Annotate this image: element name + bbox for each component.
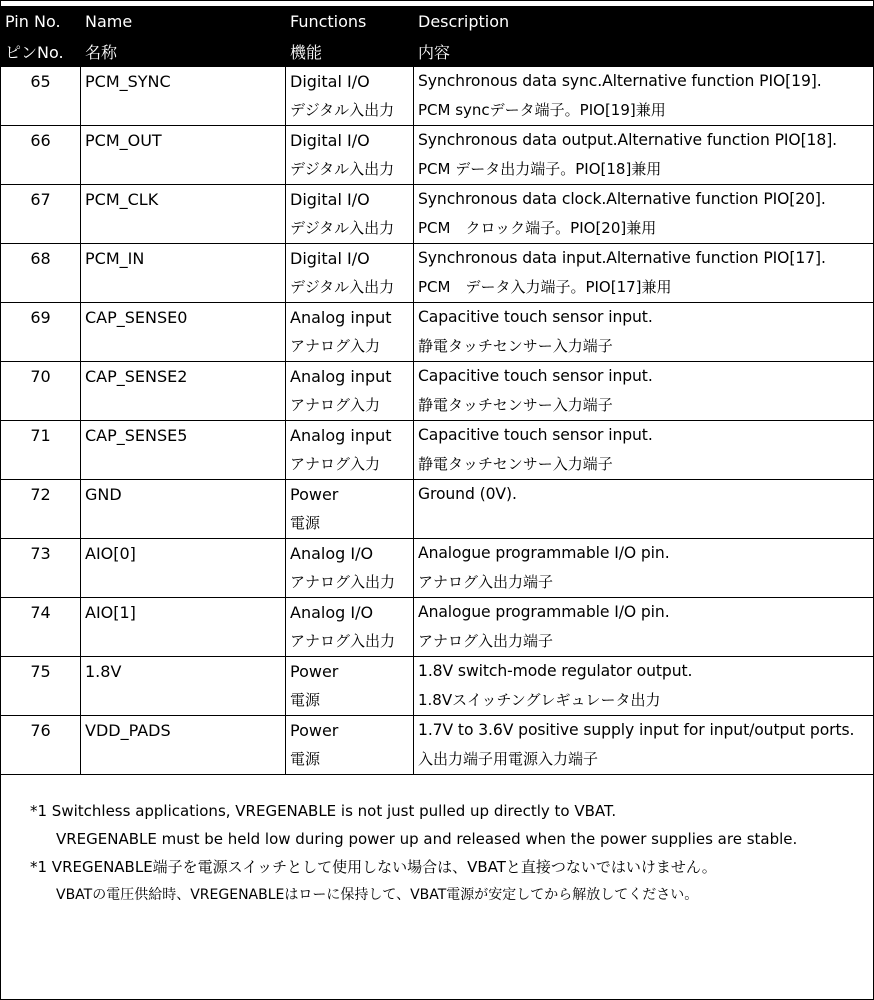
description-cell	[414, 303, 874, 362]
pin-number: 66	[1, 126, 81, 185]
footnotes	[30, 797, 860, 909]
function-jp: 電源	[290, 691, 321, 709]
pin-name-cell	[81, 716, 286, 775]
description-cell	[414, 244, 874, 303]
function-en: Analog input	[290, 426, 392, 445]
function-jp: アナログ入力	[290, 455, 381, 473]
note-jp-line2: VBATの電圧供給時、VREGENABLEはローに保持して、VBAT電源が安定してから解放してください。	[56, 887, 699, 903]
table-row	[1, 185, 874, 244]
description-en: Capacitive touch sensor input.	[418, 367, 653, 385]
note-en-line1: *1 Switchless applications, VREGENABLE is not just pulled up directly to VBAT.	[30, 802, 617, 820]
pin-number: 70	[1, 362, 81, 421]
function-cell	[286, 598, 414, 657]
pin-name-cell	[81, 539, 286, 598]
table-row	[1, 716, 874, 775]
description-jp: PCM クロック端子。PIO[20]兼用	[418, 219, 657, 237]
function-jp: 電源	[290, 514, 321, 532]
pin-table	[0, 6, 874, 775]
header-description-jp: 内容	[414, 37, 874, 67]
function-cell	[286, 421, 414, 480]
pin-name: AIO[1]	[85, 603, 136, 622]
pin-name: VDD_PADS	[85, 721, 171, 740]
note-jp-line1: *1 VREGENABLE端子を電源スイッチとして使用しない場合は、VBATと直接つないではいけません。	[30, 858, 717, 876]
table-row	[1, 244, 874, 303]
description-jp: PCM データ出力端子。PIO[18]兼用	[418, 160, 662, 178]
description-cell	[414, 657, 874, 716]
function-jp: アナログ入力	[290, 396, 381, 414]
function-en: Digital I/O	[290, 131, 370, 150]
table-row	[1, 362, 874, 421]
function-en: Analog input	[290, 308, 392, 327]
description-en: Capacitive touch sensor input.	[418, 426, 653, 444]
pin-name-cell	[81, 303, 286, 362]
pin-name-cell	[81, 421, 286, 480]
description-jp: アナログ入出力端子	[418, 632, 554, 650]
pin-number: 71	[1, 421, 81, 480]
pin-name: AIO[0]	[85, 544, 136, 563]
function-jp: アナログ入出力	[290, 573, 396, 591]
description-cell	[414, 421, 874, 480]
description-cell	[414, 362, 874, 421]
pin-name-cell	[81, 244, 286, 303]
description-en: Analogue programmable I/O pin.	[418, 603, 670, 621]
function-jp: デジタル入出力	[290, 160, 395, 178]
pin-number: 65	[1, 67, 81, 126]
pin-name: 1.8V	[85, 662, 122, 681]
description-en: 1.7V to 3.6V positive supply input for input/output ports.	[418, 721, 855, 739]
description-cell	[414, 598, 874, 657]
header-description: Description	[414, 7, 874, 37]
function-cell	[286, 185, 414, 244]
table-row	[1, 126, 874, 185]
function-en: Analog input	[290, 367, 392, 386]
function-en: Analog I/O	[290, 544, 374, 563]
pin-name-cell	[81, 598, 286, 657]
header-name-jp: 名称	[81, 37, 286, 67]
pin-name-cell	[81, 185, 286, 244]
description-jp: 静電タッチセンサー入力端子	[418, 396, 613, 414]
description-cell	[414, 480, 874, 539]
header-functions-jp: 機能	[286, 37, 414, 67]
description-jp: 静電タッチセンサー入力端子	[418, 455, 613, 473]
pin-number: 72	[1, 480, 81, 539]
description-en: 1.8V switch-mode regulator output.	[418, 662, 693, 680]
description-jp: 1.8Vスイッチングレギュレータ出力	[418, 691, 661, 709]
function-en: Power	[290, 662, 339, 681]
description-en: Synchronous data sync.Alternative function PIO[19].	[418, 72, 822, 90]
pin-number: 67	[1, 185, 81, 244]
pin-name: PCM_IN	[85, 249, 145, 268]
function-cell	[286, 67, 414, 126]
function-cell	[286, 126, 414, 185]
description-en: Capacitive touch sensor input.	[418, 308, 653, 326]
pin-name-cell	[81, 67, 286, 126]
description-cell	[414, 716, 874, 775]
description-jp: PCM syncデータ端子。PIO[19]兼用	[418, 101, 666, 119]
function-cell	[286, 362, 414, 421]
pin-number: 69	[1, 303, 81, 362]
description-en: Analogue programmable I/O pin.	[418, 544, 670, 562]
function-cell	[286, 657, 414, 716]
table-row	[1, 303, 874, 362]
table-row	[1, 421, 874, 480]
header-pin: Pin No.	[1, 7, 81, 37]
function-en: Digital I/O	[290, 190, 370, 209]
function-jp: デジタル入出力	[290, 278, 395, 296]
function-jp: アナログ入出力	[290, 632, 396, 650]
description-jp: 入出力端子用電源入力端子	[418, 750, 599, 768]
pin-name: CAP_SENSE5	[85, 426, 188, 445]
note-en-line2: VREGENABLE must be held low during power up and released when the power supplies are stable.	[56, 830, 798, 848]
description-en: Synchronous data input.Alternative function PIO[17].	[418, 249, 826, 267]
function-jp: アナログ入力	[290, 337, 381, 355]
function-jp: デジタル入出力	[290, 219, 395, 237]
function-en: Digital I/O	[290, 249, 370, 268]
pin-name: CAP_SENSE2	[85, 367, 188, 386]
function-cell	[286, 244, 414, 303]
description-jp: 静電タッチセンサー入力端子	[418, 337, 613, 355]
function-jp: 電源	[290, 750, 321, 768]
function-en: Digital I/O	[290, 72, 370, 91]
pin-number: 68	[1, 244, 81, 303]
header-row-jp	[1, 37, 874, 67]
header-row-en	[1, 7, 874, 37]
pin-number: 73	[1, 539, 81, 598]
pin-name-cell	[81, 126, 286, 185]
pin-name: CAP_SENSE0	[85, 308, 188, 327]
table-row	[1, 657, 874, 716]
description-jp: PCM データ入力端子。PIO[17]兼用	[418, 278, 672, 296]
description-en: Synchronous data clock.Alternative function PIO[20].	[418, 190, 826, 208]
table-row	[1, 598, 874, 657]
function-cell	[286, 303, 414, 362]
pin-number: 75	[1, 657, 81, 716]
table-row	[1, 539, 874, 598]
description-jp	[418, 509, 870, 537]
description-en: Synchronous data output.Alternative function PIO[18].	[418, 131, 838, 149]
pin-name: PCM_SYNC	[85, 72, 171, 91]
pin-name-cell	[81, 657, 286, 716]
function-cell	[286, 716, 414, 775]
function-cell	[286, 539, 414, 598]
pin-name-cell	[81, 480, 286, 539]
pin-name: GND	[85, 485, 122, 504]
description-cell	[414, 539, 874, 598]
pin-name-cell	[81, 362, 286, 421]
table-row	[1, 480, 874, 539]
pin-number: 76	[1, 716, 81, 775]
header-name: Name	[81, 7, 286, 37]
function-jp: デジタル入出力	[290, 101, 395, 119]
header-functions: Functions	[286, 7, 414, 37]
pin-name: PCM_OUT	[85, 131, 162, 150]
function-en: Analog I/O	[290, 603, 374, 622]
description-cell	[414, 126, 874, 185]
function-en: Power	[290, 485, 339, 504]
description-jp: アナログ入出力端子	[418, 573, 554, 591]
description-cell	[414, 185, 874, 244]
description-cell	[414, 67, 874, 126]
pin-number: 74	[1, 598, 81, 657]
header-pin-jp: ピンNo.	[1, 37, 81, 67]
function-cell	[286, 480, 414, 539]
function-en: Power	[290, 721, 339, 740]
description-en: Ground (0V).	[418, 485, 517, 503]
pin-name: PCM_CLK	[85, 190, 159, 209]
table-row	[1, 67, 874, 126]
